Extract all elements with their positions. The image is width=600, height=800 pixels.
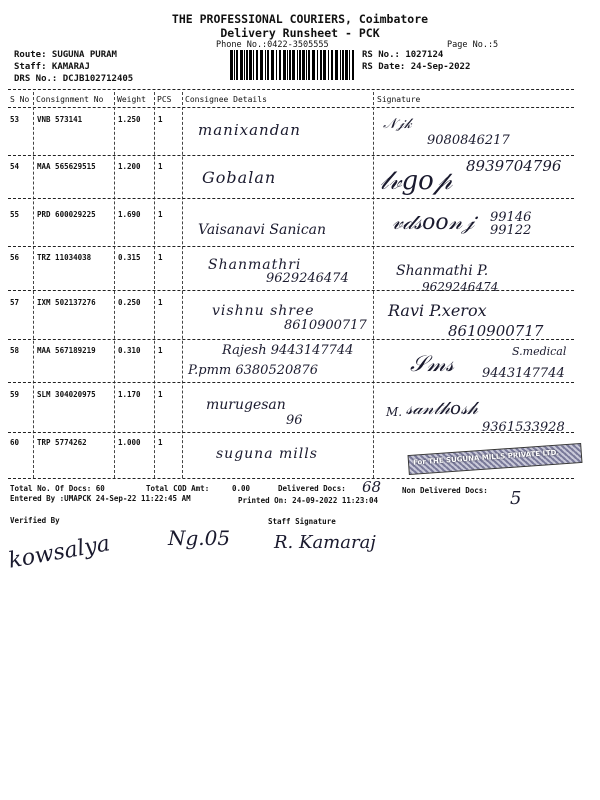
row-weight: 1.200 (118, 162, 141, 171)
row-rule (8, 246, 574, 247)
row-weight: 1.170 (118, 390, 141, 399)
row-consignee-phone: 8610900717 (284, 318, 367, 333)
row-rule (8, 290, 574, 291)
col-consignee: Consignee Details (185, 95, 267, 104)
row-pcs: 1 (158, 162, 163, 171)
row-consignment: VNB 573141 (37, 115, 83, 124)
verifier-signature: kowsalya (6, 531, 112, 574)
row-rule (8, 432, 574, 433)
row-sno: 56 (10, 253, 20, 262)
page-number: Page No.:5 (447, 40, 499, 50)
row-sno: 60 (10, 438, 20, 447)
non-delivered-label: Non Delivered Docs: (402, 486, 488, 495)
row-weight: 0.315 (118, 253, 141, 262)
col-divider (154, 92, 155, 478)
printed-on: Printed On: 24-09-2022 11:23:04 (238, 496, 378, 505)
row-consignee: Shanmathri (208, 257, 302, 273)
col-weight: Weight (117, 95, 146, 104)
row-signature: 99146 99122 (490, 210, 532, 238)
row-weight: 1.000 (118, 438, 141, 447)
col-signature: Signature (377, 95, 421, 104)
col-sno: S No (10, 95, 30, 104)
row-pcs: 1 (158, 115, 163, 124)
delivered-value: 68 (362, 478, 382, 496)
non-delivered-value: 5 (510, 488, 522, 509)
row-consignment: MAA 565629515 (37, 162, 96, 171)
row-weight: 1.690 (118, 210, 141, 219)
row-signature: S.medical (512, 345, 567, 358)
row-signature: Ravi P.xerox (388, 301, 487, 320)
row-pcs: 1 (158, 346, 163, 355)
row-consignment: TRZ 11034038 (37, 253, 92, 262)
row-consignee: Rajesh 9443147744 (222, 343, 354, 358)
row-consignee: Gobalan (202, 168, 277, 187)
row-pcs: 1 (158, 298, 163, 307)
col-divider (114, 92, 115, 478)
signature-scribble: 𝒩𝒿𝓀 (383, 116, 412, 132)
rs-number: RS No.: 1027124 (362, 50, 444, 60)
row-pcs: 1 (158, 253, 163, 262)
row-pcs: 1 (158, 438, 163, 447)
signature-scribble: 𝓈𝒶𝓃𝓉𝒽𝑜𝓈𝒽 (406, 398, 478, 419)
col-consignment: Consignment No (36, 95, 104, 104)
row-pcs: 1 (158, 210, 163, 219)
row-sno: 58 (10, 346, 20, 355)
row-consignee-note: 96 (286, 413, 303, 428)
phone-number: Phone No.:0422-3505555 (216, 40, 329, 50)
row-consignee: vishnu shree (212, 303, 315, 319)
row-consignment: IXM 502137276 (37, 298, 96, 307)
col-divider (33, 92, 34, 478)
company-stamp (408, 443, 583, 475)
col-divider (182, 92, 183, 478)
row-weight: 0.310 (118, 346, 141, 355)
row-sno: 55 (10, 210, 20, 219)
row-consignment: TRP 5774262 (37, 438, 87, 447)
row-signature-phone: 9443147744 (482, 366, 565, 381)
row-pcs: 1 (158, 390, 163, 399)
signature-scribble: 𝓋𝒹𝓈𝑜𝑜𝓃𝒿 (392, 210, 475, 235)
row-consignee: Vaisanavi Sanican (198, 222, 327, 238)
table-bottom-rule (8, 478, 574, 479)
verifier-initials: Ng.05 (168, 526, 231, 550)
barcode (230, 50, 356, 80)
row-consignee-phone: P.pmm 6380520876 (188, 363, 319, 378)
staff-signature: R. Kamaraj (274, 532, 376, 553)
delivered-label: Delivered Docs: (278, 484, 346, 493)
stamp-text: For THE SUGUNA MILLS PRIVATE LTD. (412, 448, 560, 467)
staff-signature-label: Staff Signature (268, 517, 336, 526)
row-rule (8, 155, 574, 156)
row-signature: Shanmathi P. (396, 263, 489, 279)
total-docs: Total No. Of Docs: 60 (10, 484, 105, 493)
signature-scribble: 𝓁𝓋𝑔𝑜𝓅 (380, 166, 453, 196)
row-consignment: PRD 600029225 (37, 210, 96, 219)
row-signature: 9080846217 (427, 133, 510, 148)
row-sno: 57 (10, 298, 20, 307)
row-sno: 59 (10, 390, 20, 399)
staff: Staff: KAMARAJ (14, 62, 90, 72)
total-cod-value: 0.00 (232, 484, 251, 493)
drs-number: DRS No.: DCJB102712405 (14, 74, 134, 84)
row-weight: 1.250 (118, 115, 141, 124)
signature-scribble: 𝒮𝓂𝓈 (410, 352, 454, 377)
row-signature-phone: 9629246474 (422, 280, 499, 294)
route: Route: SUGUNA PURAM (14, 50, 117, 60)
company-title: THE PROFESSIONAL COURIERS, Coimbatore (171, 12, 429, 26)
verified-by-label: Verified By (10, 516, 60, 525)
table-top-rule (8, 89, 574, 90)
row-signature: M. (386, 405, 403, 419)
row-consignment: MAA 567189219 (37, 346, 96, 355)
row-signature: 8939704796 (466, 157, 562, 175)
row-rule (8, 382, 574, 383)
row-signature-phone: 8610900717 (448, 322, 544, 340)
row-sno: 53 (10, 115, 20, 124)
runsheet-title: Delivery Runsheet - PCK (220, 26, 380, 40)
row-consignee-phone: 9629246474 (266, 271, 349, 286)
col-pcs: PCS (157, 95, 172, 104)
row-rule (8, 198, 574, 199)
rs-date: RS Date: 24-Sep-2022 (362, 62, 471, 72)
col-divider (373, 92, 374, 478)
total-cod-label: Total COD Amt: (146, 484, 210, 493)
row-consignee: murugesan (206, 397, 286, 413)
row-weight: 0.250 (118, 298, 141, 307)
row-consignment: SLM 304020975 (37, 390, 96, 399)
header-rule (8, 107, 574, 108)
row-consignee: manixandan (198, 121, 301, 139)
row-consignee: suguna mills (216, 446, 318, 462)
row-sno: 54 (10, 162, 20, 171)
row-signature-phone: 9361533928 (482, 420, 565, 435)
entered-by: Entered By :UMAPCK 24-Sep-22 11:22:45 AM (10, 494, 191, 503)
row-rule (8, 339, 574, 340)
